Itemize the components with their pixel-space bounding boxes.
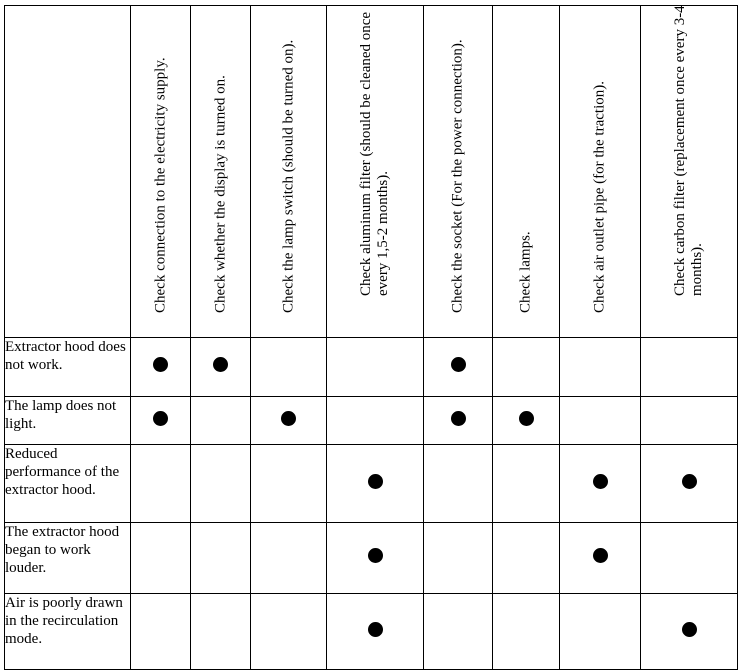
table-row bbox=[5, 594, 738, 670]
fault-cell: Reduced performance of the extractor hood. bbox=[5, 445, 131, 523]
mark-cell bbox=[424, 445, 493, 523]
mark-cell bbox=[251, 594, 327, 670]
mark-cell bbox=[560, 397, 641, 445]
mark-cell bbox=[191, 594, 251, 670]
column-header-text: Check aluminum filter (should be cleaned once every 1,5-2 months). bbox=[358, 11, 391, 296]
table-header-row bbox=[5, 6, 738, 338]
mark-cell bbox=[493, 523, 560, 594]
mark-cell bbox=[251, 397, 327, 445]
mark-cell bbox=[191, 445, 251, 523]
filled-circle-icon bbox=[213, 357, 228, 372]
table-row bbox=[5, 523, 738, 594]
filled-circle-icon bbox=[519, 411, 534, 426]
fault-cell: The lamp does not light. bbox=[5, 397, 131, 445]
filled-circle-icon bbox=[368, 622, 383, 637]
filled-circle-icon bbox=[153, 411, 168, 426]
mark-cell bbox=[641, 397, 738, 445]
column-header bbox=[560, 6, 641, 338]
mark-cell bbox=[327, 338, 424, 397]
filled-circle-icon bbox=[368, 474, 383, 489]
table-row bbox=[5, 397, 738, 445]
column-header-text: Check lamps. bbox=[517, 231, 534, 313]
fault-cell: Extractor hood does not work. bbox=[5, 338, 131, 397]
column-header bbox=[327, 6, 424, 338]
mark-cell bbox=[251, 338, 327, 397]
mark-cell bbox=[131, 338, 191, 397]
mark-cell bbox=[424, 523, 493, 594]
mark-cell bbox=[424, 338, 493, 397]
column-header-text: Check carbon filter (replacement once every 3-4 months). bbox=[672, 5, 705, 296]
filled-circle-icon bbox=[682, 474, 697, 489]
mark-cell bbox=[327, 397, 424, 445]
table-row bbox=[5, 338, 738, 397]
mark-cell bbox=[131, 445, 191, 523]
corner-cell bbox=[5, 6, 131, 338]
filled-circle-icon bbox=[368, 548, 383, 563]
column-header-text: Check air outlet pipe (for the traction). bbox=[591, 81, 608, 313]
troubleshooting-table bbox=[4, 5, 738, 670]
filled-circle-icon bbox=[451, 357, 466, 372]
mark-cell bbox=[131, 594, 191, 670]
column-header bbox=[131, 6, 191, 338]
filled-circle-icon bbox=[451, 411, 466, 426]
mark-cell bbox=[493, 338, 560, 397]
mark-cell bbox=[424, 594, 493, 670]
filled-circle-icon bbox=[593, 548, 608, 563]
mark-cell bbox=[424, 397, 493, 445]
table-row bbox=[5, 445, 738, 523]
column-header-text: Check connection to the electricity supply. bbox=[152, 57, 168, 313]
mark-cell bbox=[131, 523, 191, 594]
column-header-text: Check the socket (For the power connection). bbox=[449, 39, 466, 313]
column-header bbox=[191, 6, 251, 338]
mark-cell bbox=[191, 338, 251, 397]
mark-cell bbox=[641, 338, 738, 397]
column-header bbox=[251, 6, 327, 338]
column-header bbox=[641, 6, 738, 338]
mark-cell bbox=[493, 397, 560, 445]
mark-cell bbox=[327, 523, 424, 594]
filled-circle-icon bbox=[682, 622, 697, 637]
column-header-text: Check whether the display is turned on. bbox=[212, 75, 228, 313]
mark-cell bbox=[251, 445, 327, 523]
fault-cell: The extractor hood began to work louder. bbox=[5, 523, 131, 594]
mark-cell bbox=[641, 594, 738, 670]
mark-cell bbox=[191, 397, 251, 445]
column-header bbox=[493, 6, 560, 338]
mark-cell bbox=[641, 445, 738, 523]
mark-cell bbox=[560, 445, 641, 523]
mark-cell bbox=[131, 397, 191, 445]
mark-cell bbox=[251, 523, 327, 594]
filled-circle-icon bbox=[281, 411, 296, 426]
column-header bbox=[424, 6, 493, 338]
mark-cell bbox=[560, 594, 641, 670]
mark-cell bbox=[493, 445, 560, 523]
mark-cell bbox=[560, 523, 641, 594]
fault-cell: Air is poorly drawn in the recirculation mode. bbox=[5, 594, 131, 670]
mark-cell bbox=[641, 523, 738, 594]
mark-cell bbox=[191, 523, 251, 594]
mark-cell bbox=[493, 594, 560, 670]
mark-cell bbox=[327, 445, 424, 523]
filled-circle-icon bbox=[593, 474, 608, 489]
column-header-text: Check the lamp switch (should be turned on). bbox=[280, 39, 296, 313]
filled-circle-icon bbox=[153, 357, 168, 372]
mark-cell bbox=[560, 338, 641, 397]
mark-cell bbox=[327, 594, 424, 670]
